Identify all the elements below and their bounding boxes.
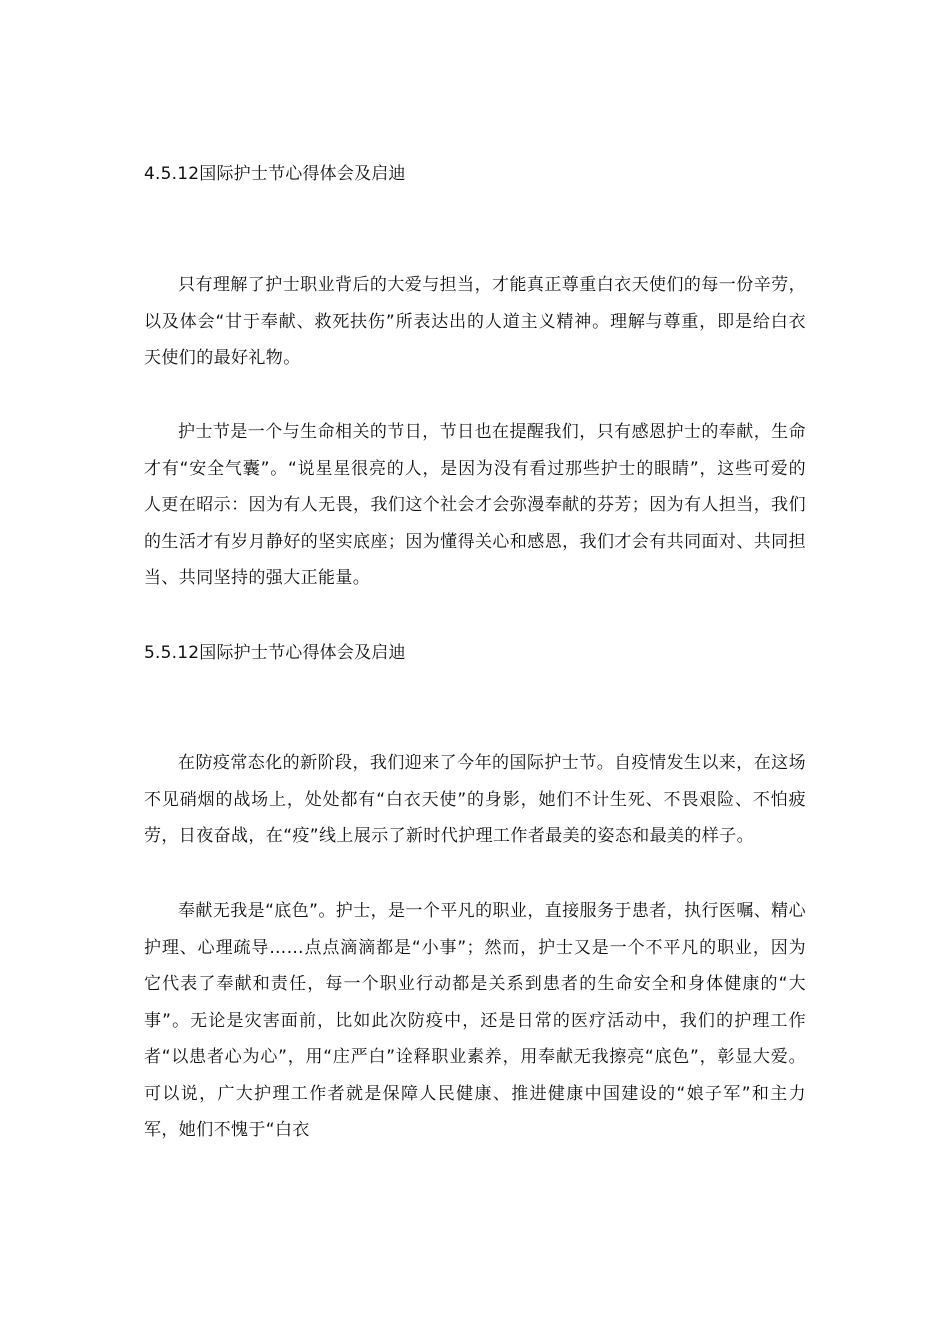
section-heading: 4.5.12国际护士节心得体会及启迪 [144, 164, 406, 184]
paragraph: 护士节是一个与生命相关的节日，节日也在提醒我们，只有感恩护士的奉献，生命才有“安全气囊”。“说星星很亮的人，是因为没有看过那些护士的眼睛”，这些可爱的人更在昭示：因为有人无畏，我们这个社会才会弥漫奉献的芬芳；因为有人担当，我们的生活才有岁月静好的坚实底座；因为懂得关心和感恩，我们才会有共同面对、共同担当、共同坚持的强大正能量。 [144, 422, 806, 588]
section-heading: 5.5.12国际护士节心得体会及启迪 [144, 643, 406, 663]
paragraph: 在防疫常态化的新阶段，我们迎来了今年的国际护士节。自疫情发生以来，在这场不见硝烟的战场上，处处都有“白衣天使”的身影，她们不计生死、不畏艰险、不怕疲劳，日夜奋战，在“疫”线上展示了新时代护理工作者最美的姿态和最美的样子。 [144, 753, 806, 846]
paragraph: 奉献无我是“底色”。护士，是一个平凡的职业，直接服务于患者，执行医嘱、精心护理、心理疏导……点点滴滴都是“小事”；然而，护士又是一个不平凡的职业，因为它代表了奉献和责任，每一个职业行动都是关系到患者的生命安全和身体健康的“大事”。无论是灾害面前，比如此次防疫中，还是日常的医疗活动中，我们的护理工作者“以患者心为心”，用“庄严白”诠释职业素养，用奉献无我擦亮“底色”，彰显大爱。可以说，广大护理工作者就是保障人民健康、推进健康中国建设的“娘子军”和主力军，她们不愧于“白衣 [144, 901, 806, 1140]
paragraph: 只有理解了护士职业背后的大爱与担当，才能真正尊重白衣天使们的每一份辛劳，以及体会“甘于奉献、救死扶伤”所表达出的人道主义精神。理解与尊重，即是给白衣天使们的最好礼物。 [144, 275, 806, 368]
